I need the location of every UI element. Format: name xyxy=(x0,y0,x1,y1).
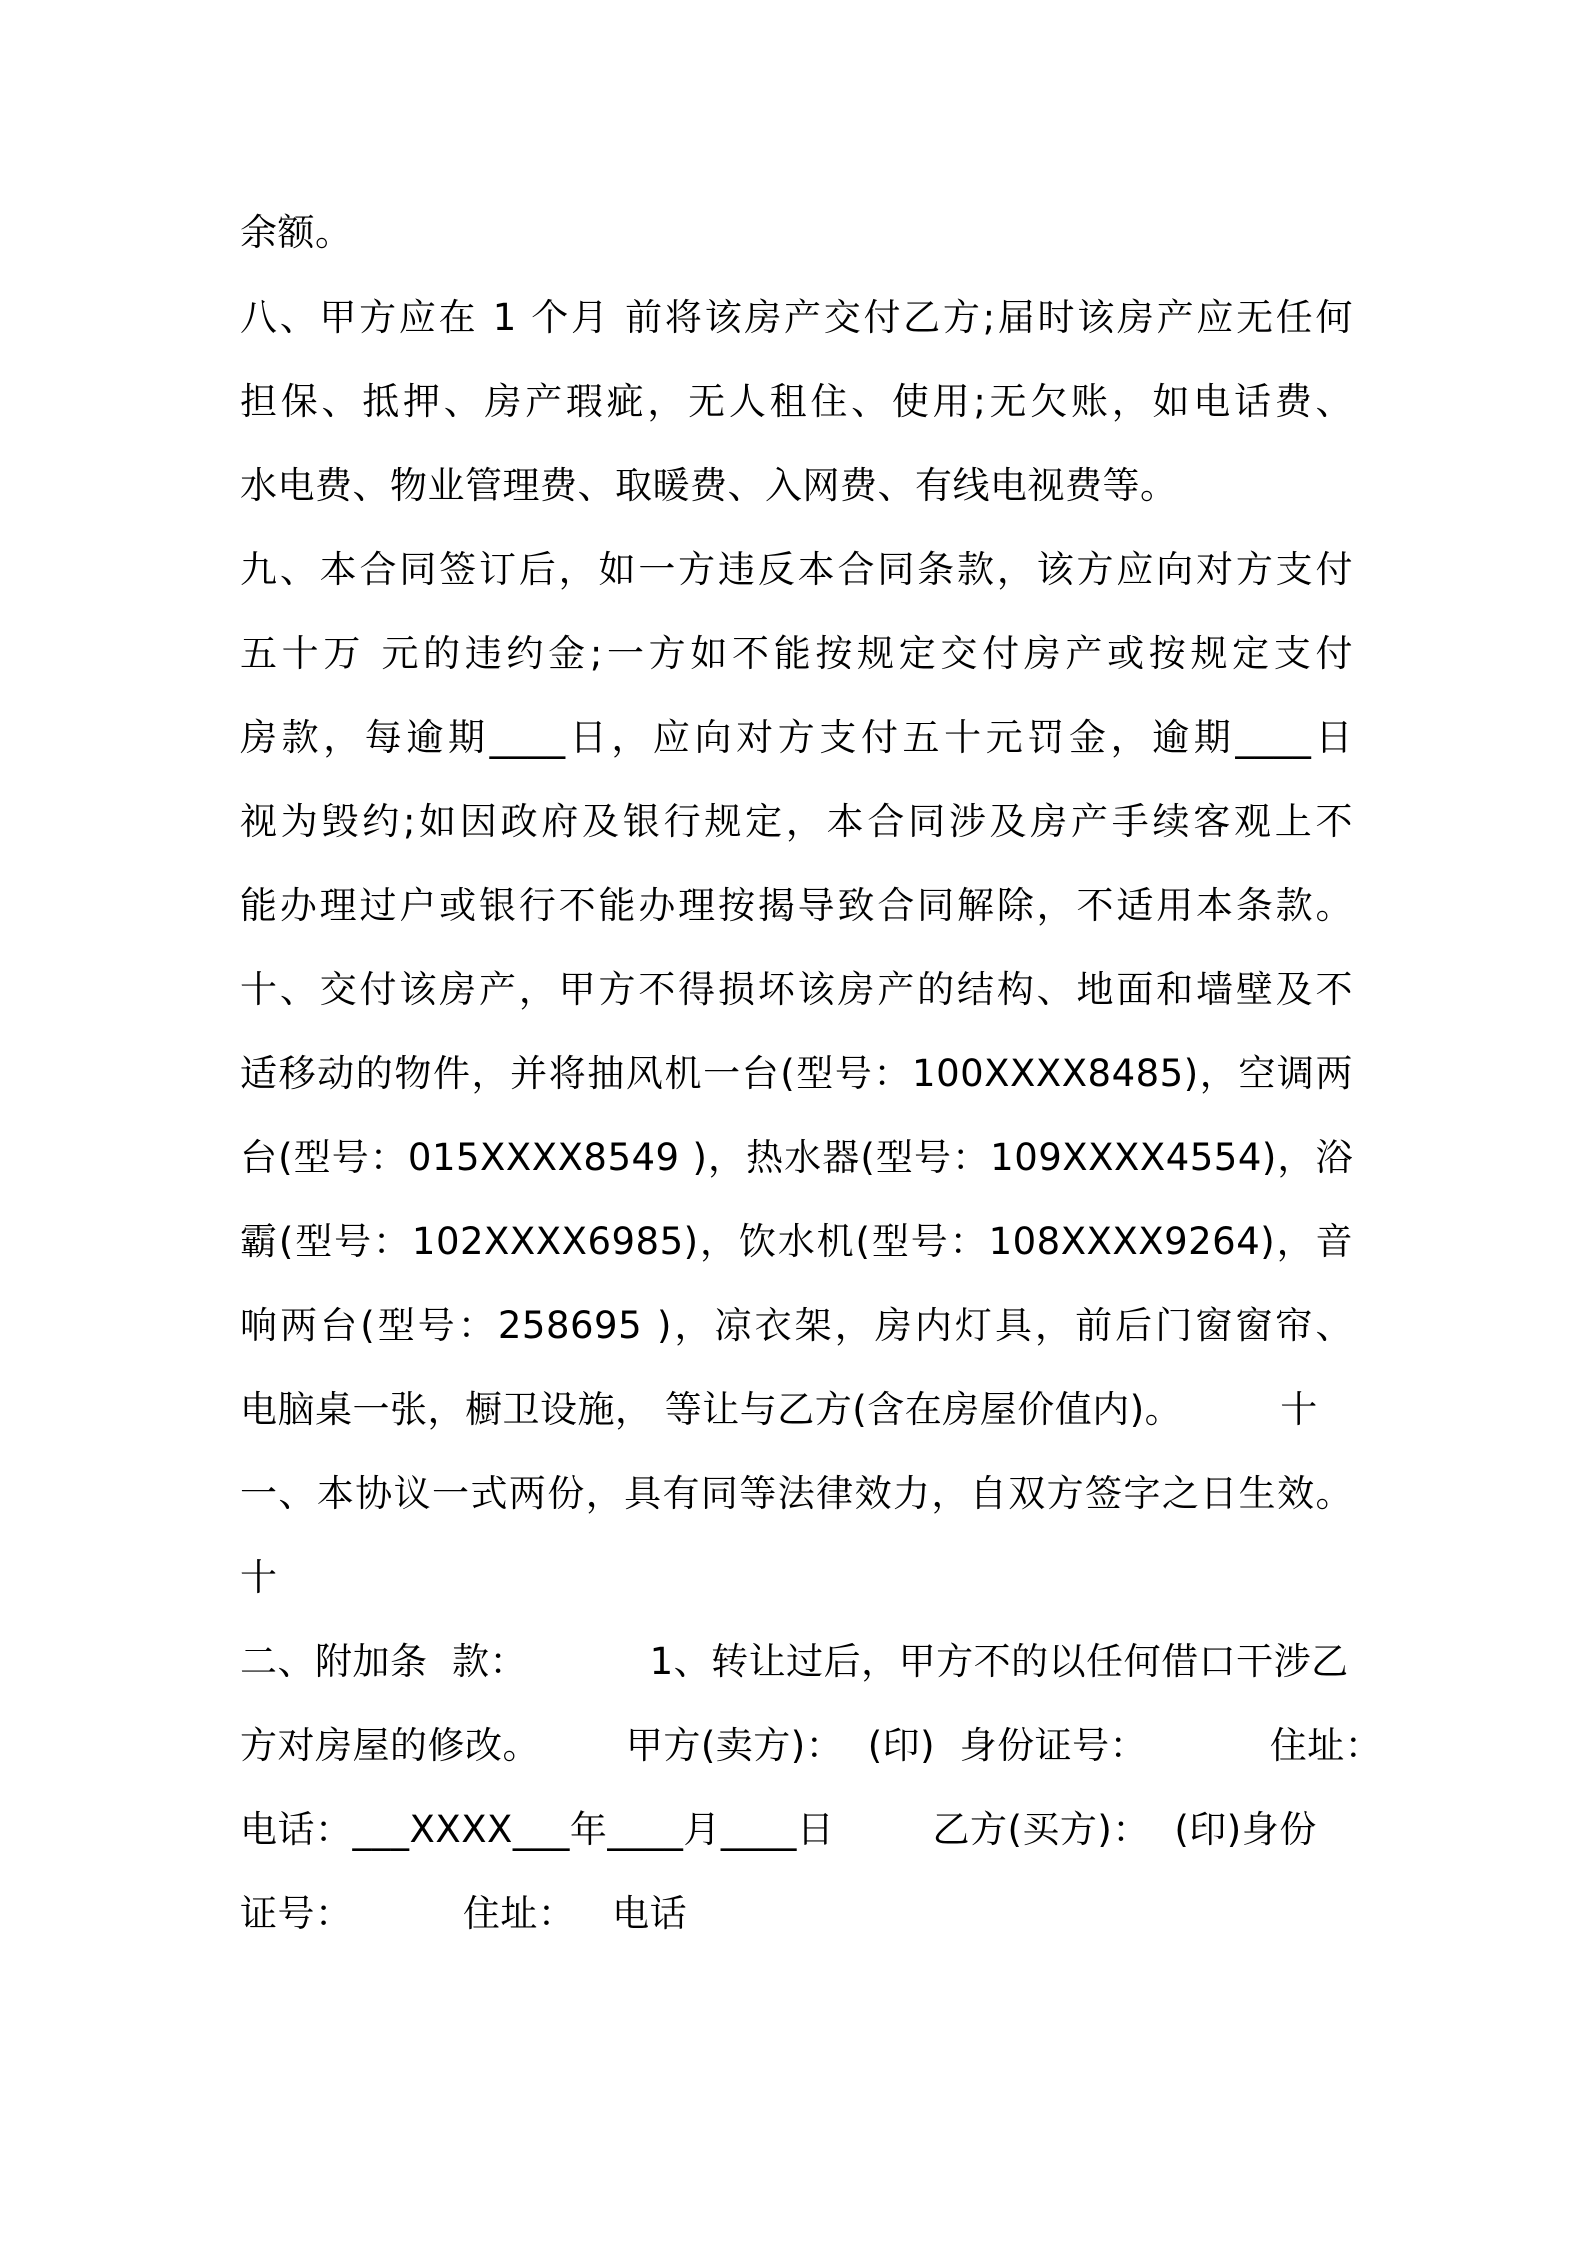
text-line-4: 水电费、物业管理费、取暖费、入网费、有线电视费等。 xyxy=(240,464,1178,507)
text-line-6: 五十万 元的违约金;一方如不能按规定交付房产或按规定支付 xyxy=(240,632,1353,675)
text-line-13: 霸(型号：102XXXX6985)，饮水机(型号：108XXXX9264)，音 xyxy=(240,1220,1353,1263)
text-line-8: 视为毁约;如因政府及银行规定，本合同涉及房产手续客观上不 xyxy=(240,800,1353,843)
text-line-2: 八、甲方应在 1 个月 前将该房产交付乙方;届时该房产应无任何 xyxy=(240,296,1353,339)
text-line-21: 证号： 住址： 电话 xyxy=(240,1892,688,1935)
text-line-11: 适移动的物件，并将抽风机一台(型号：100XXXX8485)，空调两 xyxy=(240,1052,1353,1095)
text-line-1: 余额。 xyxy=(240,211,353,254)
text-line-12: 台(型号：015XXXX8549 )，热水器(型号：109XXXX4554)，浴 xyxy=(240,1136,1353,1179)
text-line-19: 方对房屋的修改。 甲方(卖方)： (印) 身份证号： 住址： xyxy=(240,1724,1383,1767)
text-line-15: 电脑桌一张，橱卫设施， 等让与乙方(含在房屋价值内)。 十 xyxy=(240,1388,1318,1431)
text-line-9: 能办理过户或银行不能办理按揭导致合同解除，不适用本条款。 xyxy=(240,884,1353,927)
text-line-16: 一、本协议一式两份，具有同等法律效力，自双方签字之日生效。 xyxy=(240,1472,1353,1515)
text-line-20: 电话：___XXXX___年____月____日 乙方(买方)： (印)身份 xyxy=(240,1808,1317,1851)
text-line-7: 房款，每逾期____日，应向对方支付五十元罚金，逾期____日 xyxy=(240,716,1353,759)
text-line-3: 担保、抵押、房产瑕疵，无人租住、使用;无欠账，如电话费、 xyxy=(240,380,1353,423)
text-line-10: 十、交付该房产，甲方不得损坏该房产的结构、地面和墙壁及不 xyxy=(240,968,1353,1011)
text-line-17: 十 xyxy=(240,1556,278,1599)
text-line-18: 二、附加条 款： 1、转让过后，甲方不的以任何借口干涉乙 xyxy=(240,1640,1349,1683)
text-line-14: 响两台(型号：258695 )，凉衣架，房内灯具，前后门窗窗帘、 xyxy=(240,1304,1353,1347)
text-line-5: 九、本合同签订后，如一方违反本合同条款，该方应向对方支付 xyxy=(240,548,1353,591)
